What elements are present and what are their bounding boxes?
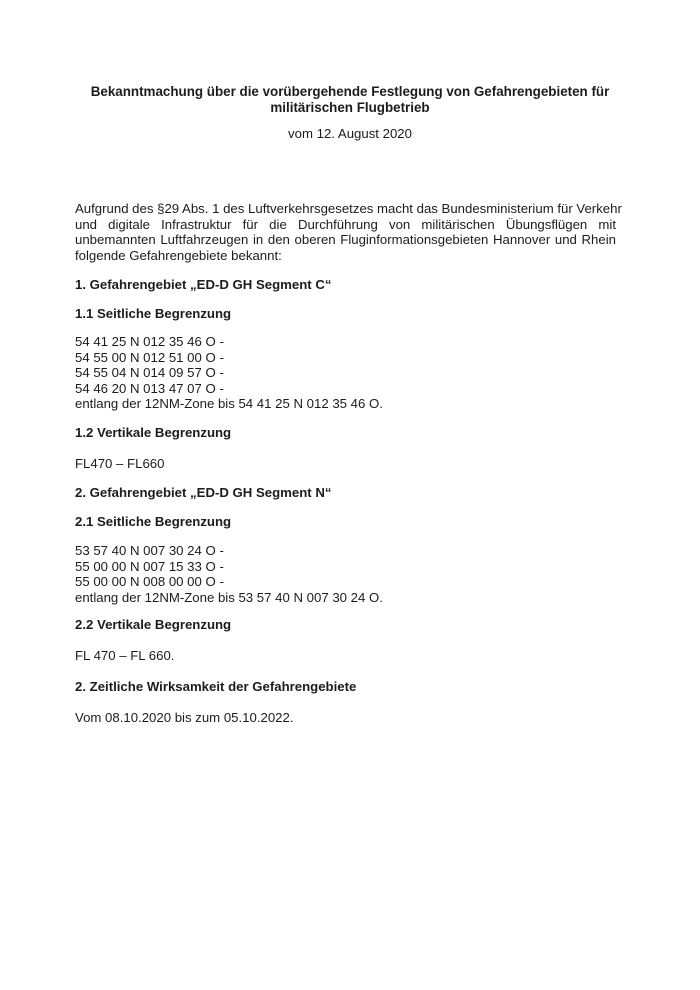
intro-line: unbemannten Luftfahrzeugen in den oberen Fluginformationsgebieten Hannover und Rhein <box>75 232 616 248</box>
coordinate-line: entlang der 12NM-Zone bis 53 57 40 N 007 30 24 O. <box>75 589 383 605</box>
intro-line: Aufgrund des §29 Abs. 1 des Luftverkehrsgesetzes macht das Bundesministerium für Verkehr <box>75 201 622 216</box>
section-validity-value: Vom 08.10.2020 bis zum 05.10.2022. <box>75 710 294 725</box>
coordinate-line: 55 00 00 N 007 15 33 O - <box>75 558 224 574</box>
coordinate-line: 54 55 04 N 014 09 57 O - <box>75 365 224 381</box>
intro-paragraph <box>75 201 622 263</box>
section-2-coordinates <box>75 543 383 605</box>
title-line-2: militärischen Flugbetrieb <box>270 99 430 115</box>
coordinate-line: 53 57 40 N 007 30 24 O - <box>75 543 224 558</box>
section-2-heading: 2. Gefahrengebiet „ED-D GH Segment N“ <box>75 485 332 500</box>
section-validity-heading: 2. Zeitliche Wirksamkeit der Gefahrengebiete <box>75 679 357 694</box>
document-date: vom 12. August 2020 <box>288 126 412 141</box>
title-line-1: Bekanntmachung über die vorübergehende Festlegung von Gefahrengebieten für <box>90 84 610 99</box>
section-1-heading: 1. Gefahrengebiet „ED-D GH Segment C“ <box>75 277 332 292</box>
section-1-2-heading: 1.2 Vertikale Begrenzung <box>75 425 232 440</box>
coordinate-line: 54 41 25 N 012 35 46 O - <box>75 334 224 349</box>
coordinate-line: 54 55 00 N 012 51 00 O - <box>75 349 224 365</box>
intro-line: und digitale Infrastruktur für die Durchführung von militärischen Übungsflügen mit <box>75 216 616 232</box>
section-1-coordinates <box>75 334 383 412</box>
document-title <box>60 84 640 115</box>
section-2-1-heading: 2.1 Seitliche Begrenzung <box>75 514 232 529</box>
coordinate-line: entlang der 12NM-Zone bis 54 41 25 N 012 35 46 O. <box>75 396 383 412</box>
coordinate-line: 55 00 00 N 008 00 00 O - <box>75 574 224 590</box>
section-1-vertical-value: FL470 – FL660 <box>75 456 165 471</box>
section-1-1-heading: 1.1 Seitliche Begrenzung <box>75 306 232 321</box>
section-2-vertical-value: FL 470 – FL 660. <box>75 648 175 663</box>
section-2-2-heading: 2.2 Vertikale Begrenzung <box>75 617 232 632</box>
intro-line: folgende Gefahrengebiete bekannt: <box>75 247 282 263</box>
coordinate-line: 54 46 20 N 013 47 07 O - <box>75 380 224 396</box>
